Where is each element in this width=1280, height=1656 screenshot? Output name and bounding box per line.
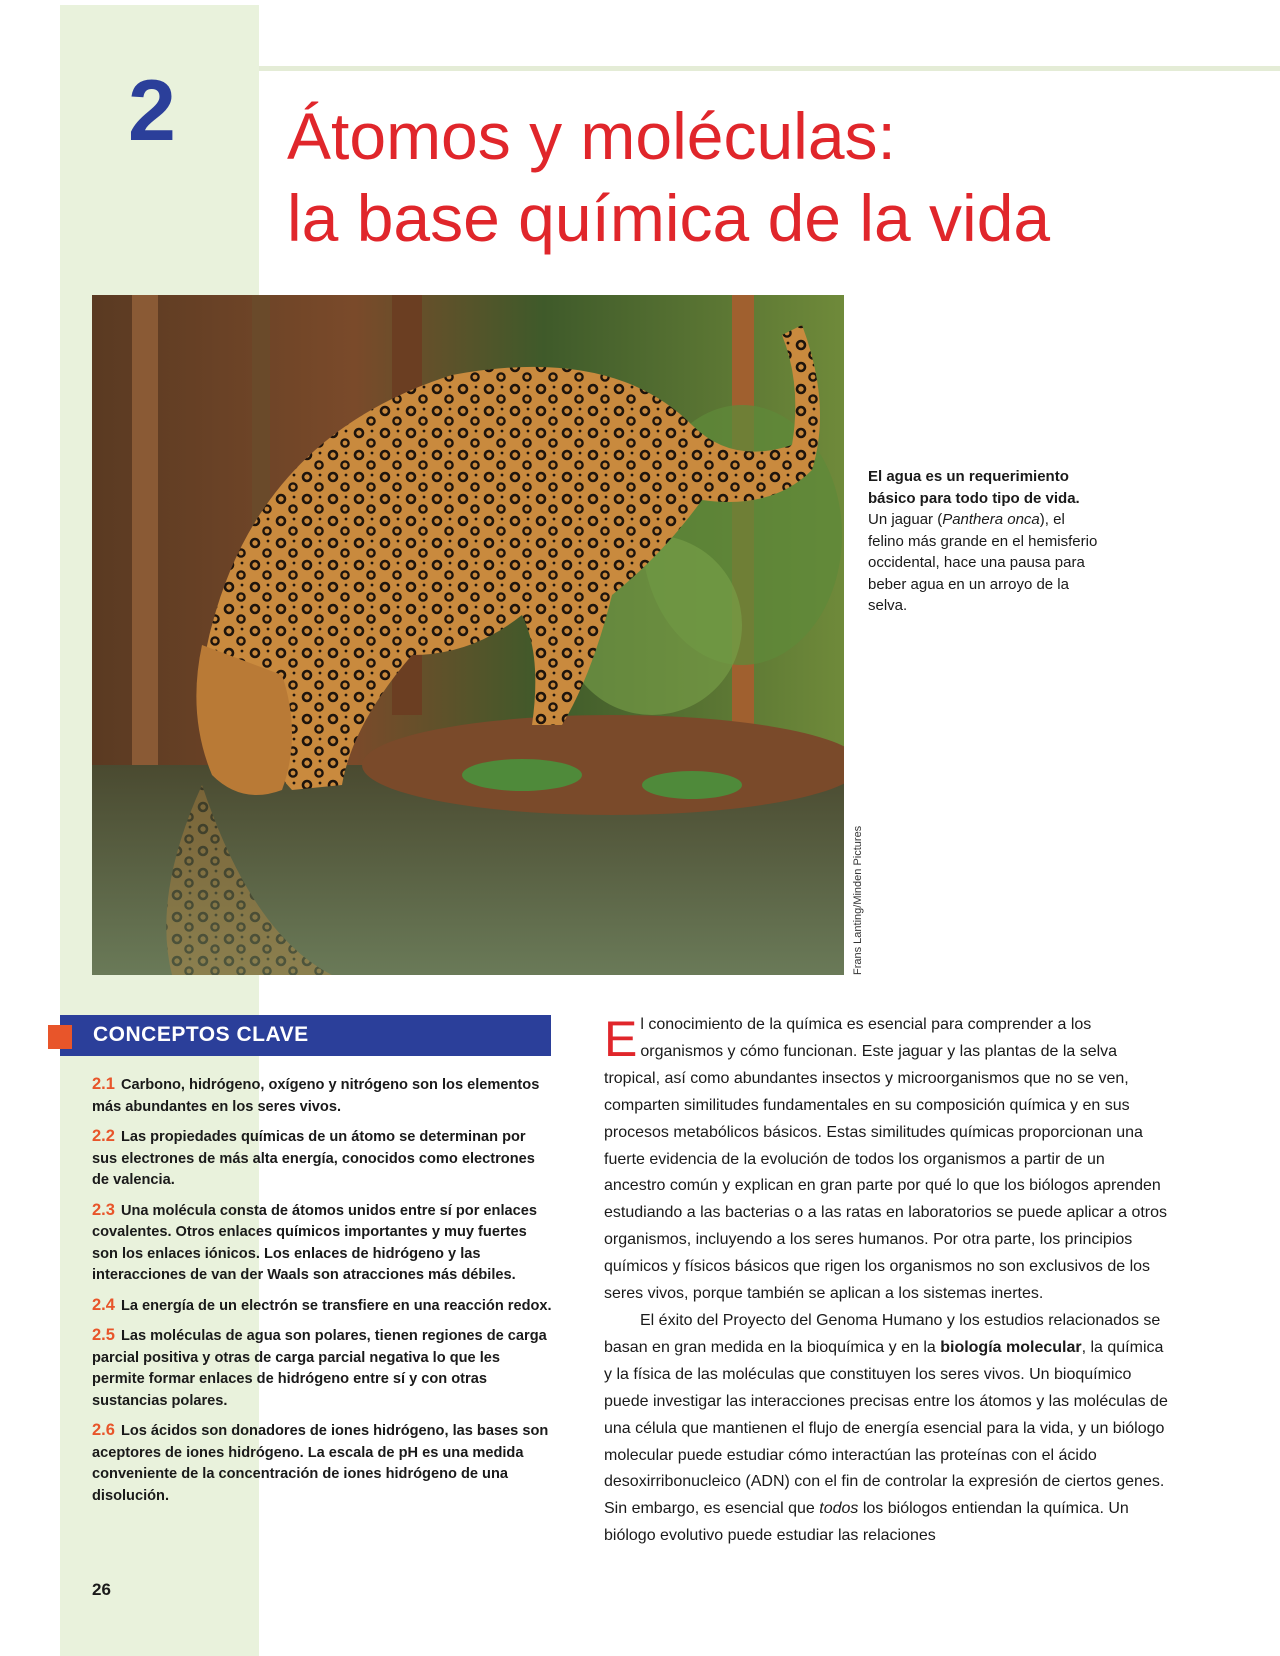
key-concept-text: Las moléculas de agua son polares, tienen regiones de carga parcial positiva y otras de carga parcial negativa lo que les permite formar enlaces de hidrógeno entre sí y con otras sustancias polares. (92, 1328, 547, 1409)
caption-text-1: Un jaguar ( (868, 511, 943, 528)
body-paragraph-1 (604, 1012, 1170, 1308)
body-text (604, 1012, 1170, 1550)
body-p2-bold: biología molecular (940, 1338, 1082, 1356)
key-concepts-list (92, 1074, 554, 1515)
chapter-title-line-1: Átomos y moléculas: (287, 99, 896, 173)
key-concept-number: 2.1 (92, 1075, 115, 1093)
page-number: 26 (92, 1580, 111, 1599)
caption-lead: El agua es un requerimiento básico para todo tipo de vida. (868, 468, 1080, 507)
key-concept-text: Carbono, hidrógeno, oxígeno y nitrógeno son los elementos más abundantes en los seres vivos. (92, 1077, 540, 1115)
photo-caption (868, 466, 1100, 617)
key-concept-item (92, 1126, 554, 1192)
key-concept-item (92, 1325, 554, 1412)
key-concepts-header (48, 1015, 551, 1056)
key-concept-text: La energía de un electrón se transfiere en una reacción redox. (120, 1297, 552, 1314)
key-concept-text: Una molécula consta de átomos unidos entre sí por enlaces covalentes. Otros enlaces químicos importantes y muy fuertes son los enlaces iónicos. Los enlaces de hidrógeno y las interacciones de van der Waals son atracciones más débiles. (92, 1202, 537, 1283)
key-concept-item (92, 1420, 554, 1507)
jaguar-photo (92, 295, 844, 975)
body-p2-b: , la química y la física de las moléculas que constituyen los seres vivos. Un bioquímico puede investigar las interacciones precisas entre los átomos y las moléculas de una célula que mantienen el flujo de energía esencial para la vida, y un biólogo molecular puede estudiar cómo interactúan las proteínas con el ácido desoxirribonucleico (ADN) con el fin de controlar la expresión de ciertos genes. Sin embargo, es esencial que (604, 1338, 1168, 1518)
key-concept-item (92, 1200, 554, 1287)
body-paragraph-2 (604, 1308, 1170, 1550)
key-concept-text: Las propiedades químicas de un átomo se determinan por sus electrones de más alta energía, conocidos como electrones de valencia. (92, 1129, 535, 1188)
caption-text-2: ), el felino más grande en el hemisferio occidental, hace una pausa para beber agua en un arroyo de la selva. (868, 511, 1098, 614)
body-p2-a: El éxito del Proyecto del Genoma Humano y los estudios relacionados se basan en gran medida en la bioquímica y en la (604, 1311, 1161, 1356)
body-p2-italic: todos (819, 1500, 859, 1518)
key-concept-number: 2.4 (92, 1295, 115, 1314)
key-concept-number: 2.2 (92, 1127, 115, 1145)
key-concept-number: 2.3 (92, 1200, 115, 1219)
key-concept-number: 2.6 (92, 1421, 115, 1439)
chapter-number: 2 (128, 63, 176, 159)
key-concept-text: Los ácidos son donadores de iones hidrógeno, las bases son aceptores de iones hidrógeno. La escala de pH es una medida conveniente de la concentración de iones hidrógeno de una disolución. (92, 1423, 549, 1504)
key-concepts-title: CONCEPTOS CLAVE (93, 1023, 309, 1046)
drop-cap: E (604, 1011, 638, 1067)
body-p2-c: los biólogos entiendan la química. Un biólogo evolutivo puede estudiar las relaciones (604, 1500, 1129, 1545)
key-concept-number: 2.5 (92, 1326, 115, 1344)
body-paragraph-1-text: l conocimiento de la química es esencial para comprender a los organismos y cómo funcionan. Este jaguar y las plantas de la selva tropical, así como abundantes insectos y microorganismos que no se ven, comparten similitudes fundamentales en su composición química y en sus procesos metabólicos básicos. Estas similitudes químicas proporcionan una fuerte evidencia de la evolución de todos los organismos a partir de un ancestro común y explican en gran parte por qué lo que los biólogos aprenden estudiando a las bacterias o a las ratas en laboratorios se puede aplicar a otros organismos, incluyendo a los seres humanos. Por otra parte, los principios químicos y físicos básicos que rigen los organismos no son exclusivos de los seres vivos, porque también se aplican a los sistemas inertes. (604, 1016, 1168, 1303)
key-concept-item (92, 1295, 554, 1318)
chapter-title (287, 95, 1247, 259)
caption-species: Panthera onca (942, 511, 1040, 528)
key-concepts-marker (48, 1025, 72, 1049)
key-concept-item (92, 1074, 554, 1118)
photo-credit: Frans Lanting/Minden Pictures (852, 825, 864, 975)
header-rule (259, 66, 1280, 71)
chapter-title-line-2: la base química de la vida (287, 181, 1051, 255)
